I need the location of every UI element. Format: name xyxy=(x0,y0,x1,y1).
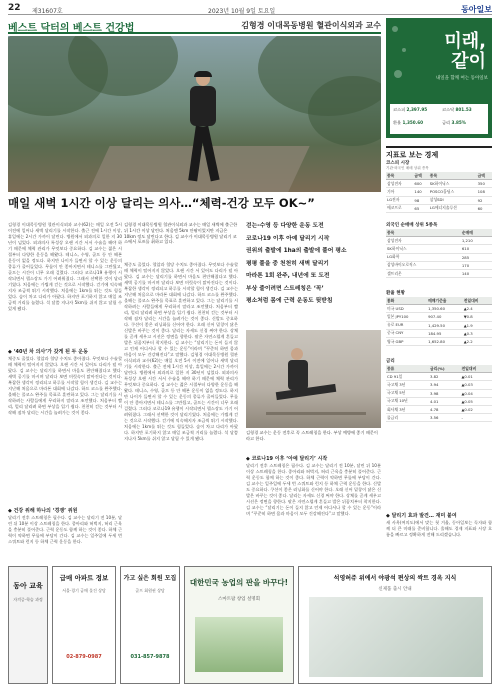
lead-line: 평소처럼 몸에 근력 운동도 뒷받침 xyxy=(246,298,333,304)
stat-item: 금리 3.85% xyxy=(442,120,466,125)
section-header xyxy=(8,18,381,34)
stat-item: 환율 1,350.60 xyxy=(393,120,424,125)
table2-title: 외국인 순매매 상위 5종목 xyxy=(386,223,438,228)
body-text-1: 김형경 이대목동병원 혈관이식외과 교수(62)는 매일 오전 5시 이전에 일어나 새벽 달리기를 시작한다. 출근 전에 1시간 이상, 휴일에는 2시간 가까이 달린다. 병원에서 외과의로 일한 지 30년이 넘었다. 외과의사 특성상 오랜 시간 서서 수술을 해야 하기 때문에 체력 관리가 무엇보다 중요하다. 김 교수는 젊은 시절부터 다양한 운동을 해왔다. 테니스, 수영, 골프 등 안 해본 운동이 없을 정도다. 하지만 나이가 들면서 할 수 있는 운동의 종류가 줄어들었다. 무릎이 안 좋아지면서 테니스를 그만뒀고, 골프는 시간이 너무 오래 걸렸다. 그러다 코로나19 유행이 시작되면서 헬스장도 가기 어려워졌다. 그래서 선택한 것이 달리기였다. 처음에는 가볍게 걷는 것으로 시작했다. 걷기에 익숙해지자 조금씩 뛰기 시작했다. 처음에는 1km를 뛰는 것도 힘들었다. 숨이 차고 다리가 아팠다. 하지만 포기하지 않고 매일 조금씩 거리를 늘렸다. 석 달쯤 지나자 5km를 쉬지 않고 달릴 수 있게 됐다. xyxy=(8,222,122,311)
subhead-3: ◆ 코로나19 이후 ‘아예 달리기’ 시작 xyxy=(246,456,328,462)
body-column-3 xyxy=(246,463,381,560)
stretching-photo xyxy=(246,330,381,428)
table-row: 국고채 5년 3.98 ▲0.04 xyxy=(386,389,492,397)
body-text-7: 달리기 전후 스트레칭은 필수다. 김 교수는 달리기 전 10분, 달린 뒤 10분 이상 스트레칭을 한다. 종아리와 허벅지, 허리 근육을 충분히 풀어준다. 근력 운동도 함께 하는 것이 좋다. 하체 근력이 약하면 무릎에 부담이 간다. 김 교수는 일주일에 두세 번 스쿼트와 런지 등 하체 근력 운동을 한다. xyxy=(246,463,381,486)
page-number: 22 xyxy=(8,3,21,13)
table-row: 에코프로 65 LG에너지솔루션 60 xyxy=(386,204,492,212)
body-text-5: 신발도 중요하다. 쿠션이 좋은 러닝화를 신어야 한다. 오래 신어 밑창이 닳은 신발은 바꾸는 것이 좋다. 달리는 자세도 신경 써야 한다. 상체를 곧게 세우고 시선은 정면을 향한다. 팔은 자연스럽게 흔들고 발은 뒤꿈치부터 착지한다. 김 교수는 “달리기는 돈이 들지 않고 언제 어디서나 할 수 있는 운동”이라며 “꾸준히 하면 몸과 마음이 모두 건강해진다”고 말했다. xyxy=(124,316,238,357)
article-headline: 매일 새벽 1시간 이상 달리는 의사…“체력-건강 모두 OK~” xyxy=(8,196,315,210)
right-closing-text: 새 사옥(여의도)에서 맞는 첫 겨울, 동아일보는 독자와 함께 더 큰 미래를 준비합니다. 올해도 경제 지표와 시장 흐름을 빠르고 정확하게 전해 드리겠습니다. xyxy=(386,520,492,537)
subhead-4: ◆ 달리기 효과 발견… 재미 붙여 xyxy=(386,513,457,519)
stat-item: 코스닥 801.53 xyxy=(442,107,472,112)
table-row: LG화학 285 xyxy=(386,253,492,261)
lead-line: 마라톤 1회 완주, 내년에 또 도전 xyxy=(246,273,330,279)
table4-title: 금리 xyxy=(386,359,395,364)
body-column-2 xyxy=(124,262,238,560)
table-row: LG전자 98 삼성SDI 92 xyxy=(386,196,492,204)
table-row: 콜금리 3.56 - xyxy=(386,414,492,422)
body-column-1b xyxy=(8,356,122,504)
photo-caption: 김형경 이대목동병원 혈관이식외과 교수는 매일 새벽에 출근한 뒤 1시간 이상 달린다. 처음엔 5km 안팎이었지만 지금은 10km 정도 달린다고 한다. 김 교수가 이대목동병원 달리기 코스에서 포즈를 취하고 있다. xyxy=(124,222,238,245)
masthead xyxy=(8,3,492,15)
ad-jade[interactable]: 석영허쥬 위에서 야광석 편상의 싹트 경옥 지식 신제품 출시 안내 xyxy=(298,566,492,684)
body-text-6: 김형경 이대목동병원 혈관이식외과 교수(62)는 매일 오전 5시 이전에 일어나 새벽 달리기를 시작한다. 출근 전에 1시간 이상, 휴일에는 2시간 가까이 달린다. 병원에서 외과의로 일한 지 30년이 넘었다. 외과의사 특성상 오랜 시간 서서 수술을 해야 하기 때문에 체력 관리가 무엇보다 중요하다. 김 교수는 젊은 시절부터 다양한 운동을 해왔다. 테니스, 수영, 골프 등 안 해본 운동이 없을 정도다. 하지만 나이가 들면서 할 수 있는 운동의 종류가 줄어들었다. 무릎이 안 좋아지면서 테니스를 그만뒀고, 골프는 시간이 너무 오래 걸렸다. 그러다 코로나19 유행이 시작되면서 헬스장도 가기 어려워졌다. 그래서 선택한 것이 달리기였다. 처음에는 가볍게 걷는 것으로 시작했다. 걷기에 익숙해지자 조금씩 뛰기 시작했다. 처음에는 1km를 뛰는 것도 힘들었다. 숨이 차고 다리가 아팠다. 하지만 포기하지 않고 매일 조금씩 거리를 늘렸다. 석 달쯤 지나자 5km를 쉬지 않고 달릴 수 있게 됐다. xyxy=(124,352,238,441)
ad-agriculture[interactable]: 대한민국 농업의 판을 바꾸다! 스마트팜 창업 설명회 xyxy=(184,566,294,684)
table-row: 유로 EUR 1,429.50 ▲1.9 xyxy=(386,321,492,329)
section-title: 베스트 닥터의 베스트 건강법 xyxy=(8,23,135,34)
lead-line: 걷는-수영 등 다양한 운동 도전 xyxy=(246,223,324,229)
ad-apartment[interactable]: 급매 아파트 정보 서울·경기 급매 물건 상담 02-879-0987 xyxy=(52,566,116,684)
table-row: 국고채 3년 3.94 ▲0.03 xyxy=(386,381,492,389)
stat-item: 코스피 2,397.95 xyxy=(393,107,428,112)
ad-membership[interactable]: 가고 싶은 회원 모집 골프 회원권 상담 031-857-9878 xyxy=(120,566,180,684)
promo-banner xyxy=(386,18,492,138)
table-row: SK하이닉스 610 xyxy=(386,245,492,253)
subhead-1: ◆ ‘40년 차 의사’가 갖게 된 두 운동 xyxy=(8,349,88,355)
table-row: 일본 JPY100 907.40 ▼0.8 xyxy=(386,313,492,321)
lead-box xyxy=(246,222,381,310)
lead-line: 평평 풀을 중 천천히 새벽 달리기 xyxy=(246,260,329,267)
body-text-8: 신발도 중요하다. 쿠션이 좋은 러닝화를 신어야 한다. 오래 신어 밑창이 닳은 신발은 바꾸는 것이 좋다. 달리는 자세도 신경 써야 한다. 상체를 곧게 세우고 시선은 정면을 향한다. 팔은 자연스럽게 흔들고 발은 뒤꿈치부터 착지한다. 김 교수는 “달리기는 돈이 들지 않고 언제 어디서나 할 수 있는 운동”이라며 “꾸준히 하면 몸과 마음이 모두 건강해진다”고 말했다. xyxy=(246,481,381,516)
table2: 종목 순매매 삼성전자 1,210 SK하이닉스 610 LG화학 285 삼성바이오로직스 170 셀트리온 140 xyxy=(386,229,492,278)
table1: 종목 금액 종목 금액 삼성전자 600 SK하이닉스 350 기아 140 POSCO홀딩스 108 LG전자 98 삼성SDI 92 에코프로 65 LG에너지솔루션 60 xyxy=(386,172,492,213)
photo-caption-2: 김형경 교수는 운동 전후로 꼭 스트레칭을 한다. 부상 예방에 좋기 때문이라고 한다. xyxy=(246,430,378,441)
runner-figure xyxy=(183,71,223,189)
body-column-1 xyxy=(8,222,122,346)
table3: 통화 매매기준율 전일대비 미국 USD 1,350.60 ▲2.4 일본 JPY100 907.40 ▼0.8 유로 EUR 1,429.50 ▲1.9 중국 CNY 184.95 ▲0.3 영국 GBP 1,652.80 ▲2.2 xyxy=(386,297,492,346)
table-row: 중국 CNY 184.95 ▲0.3 xyxy=(386,329,492,337)
lead-line: 부상 줄이려면 스트레칭은 ‘꼭’ xyxy=(246,285,324,292)
body-text-4: 체중도 줄었다. 혈압과 혈당 수치도 좋아졌다. 무엇보다 수술할 때 체력이 떨어지지 않았다. 오랜 시간 서 있어도 다리가 덜 아팠다. 김 교수는 달리기를 하면서 마음도 편안해졌다고 했다. 새벽 공기를 마시며 달리다 보면 머릿속이 맑아진다는 것이다. 복잡한 생각이 정리되고 하루를 시작할 힘이 생긴다. 김 교수는 지난해 처음으로 마라톤 대회에 나갔다. 하프 코스를 완주했다. 올해는 풀코스 완주를 목표로 훈련하고 있다. 그는 달리기를 시작하려는 사람들에게 무리하지 말라고 조언했다. 처음부터 빨리, 멀리 달리려 하면 부상을 입기 쉽다. 천천히 걷는 것부터 시작해 점차 달리는 시간을 늘려가는 것이 좋다. xyxy=(124,262,238,321)
promo-title: 미래, 같이 xyxy=(444,31,486,72)
lead-line: 코로나19 이후 아예 달리기 시작 xyxy=(246,235,330,242)
promo-subtitle: 내일을 함께 여는 동아일보 xyxy=(435,76,488,81)
newspaper-name: 동아일보 xyxy=(461,5,492,14)
subhead-2: ◆ 건강 위해 하나의 ‘경쟁’ 위원 xyxy=(8,508,78,514)
promo-stats xyxy=(390,104,488,134)
table-row: 삼성전자 1,210 xyxy=(386,237,492,245)
issue-number: 제31607호 xyxy=(32,8,63,15)
lead-line: 권위의 출발에 1ha의 출발에 풀어 평소 xyxy=(246,248,347,254)
table-row: 셀트리온 140 xyxy=(386,269,492,277)
body-text-3: 달리기 전후 스트레칭은 필수다. 김 교수는 달리기 전 10분, 달린 뒤 10분 이상 스트레칭을 한다. 종아리와 허벅지, 허리 근육을 충분히 풀어준다. 근력 운동도 함께 하는 것이 좋다. 하체 근력이 약하면 무릎에 부담이 간다. 김 교수는 일주일에 두세 번 스쿼트와 런지 등 하체 근력 운동을 한다. xyxy=(8,515,122,544)
table-row: 삼성바이오로직스 170 xyxy=(386,261,492,269)
table3-title: 환율 현황 xyxy=(386,291,405,296)
table-row: CD 91일 3.82 ▲0.01 xyxy=(386,373,492,381)
byline: 김형경 이대목동병원 혈관이식외과 교수 xyxy=(241,21,381,30)
table-row: 미국 USD 1,350.60 ▲2.4 xyxy=(386,305,492,313)
table-row: 영국 GBP 1,652.80 ▲2.2 xyxy=(386,337,492,345)
table-row: 회사채 3년 4.78 ▲0.02 xyxy=(386,405,492,413)
table1-title: 코스피 시장 xyxy=(386,161,410,166)
table1-note: 기관·외국인 매매 상위 종목 xyxy=(386,166,429,170)
ad-education[interactable]: 동아 교육 자격증·학습 과정 xyxy=(8,566,48,684)
table4: 종류 금리(%) 전일대비 CD 91일 3.82 ▲0.01 국고채 3년 3.94 ▲0.03 국고채 5년 3.98 ▲0.04 국고채 10년 4.01 ▲0.05 회사채 3년 4.78 ▲0.02 콜금리 3.56 - xyxy=(386,365,492,422)
body-column-1c xyxy=(8,515,122,560)
index-section-title: 지표로 보는 경제 xyxy=(386,146,492,160)
table-row: 기아 140 POSCO홀딩스 108 xyxy=(386,188,492,196)
body-text-2: 체중도 줄었다. 혈압과 혈당 수치도 좋아졌다. 무엇보다 수술할 때 체력이 떨어지지 않았다. 오랜 시간 서 있어도 다리가 덜 아팠다. 김 교수는 달리기를 하면서 마음도 편안해졌다고 했다. 새벽 공기를 마시며 달리다 보면 머릿속이 맑아진다는 것이다. 복잡한 생각이 정리되고 하루를 시작할 힘이 생긴다. 김 교수는 지난해 처음으로 마라톤 대회에 나갔다. 하프 코스를 완주했다. 올해는 풀코스 완주를 목표로 훈련하고 있다. 그는 달리기를 시작하려는 사람들에게 무리하지 말라고 조언했다. 처음부터 빨리, 멀리 달리려 하면 부상을 입기 쉽다. 천천히 걷는 것부터 시작해 점차 달리는 시간을 늘려가는 것이 좋다. xyxy=(8,356,122,415)
main-photo xyxy=(8,36,381,192)
issue-date: 2023년 10월 9일 토요일 xyxy=(208,8,276,15)
table-row: 국고채 10년 4.01 ▲0.05 xyxy=(386,397,492,405)
table-row: 삼성전자 600 SK하이닉스 350 xyxy=(386,180,492,188)
